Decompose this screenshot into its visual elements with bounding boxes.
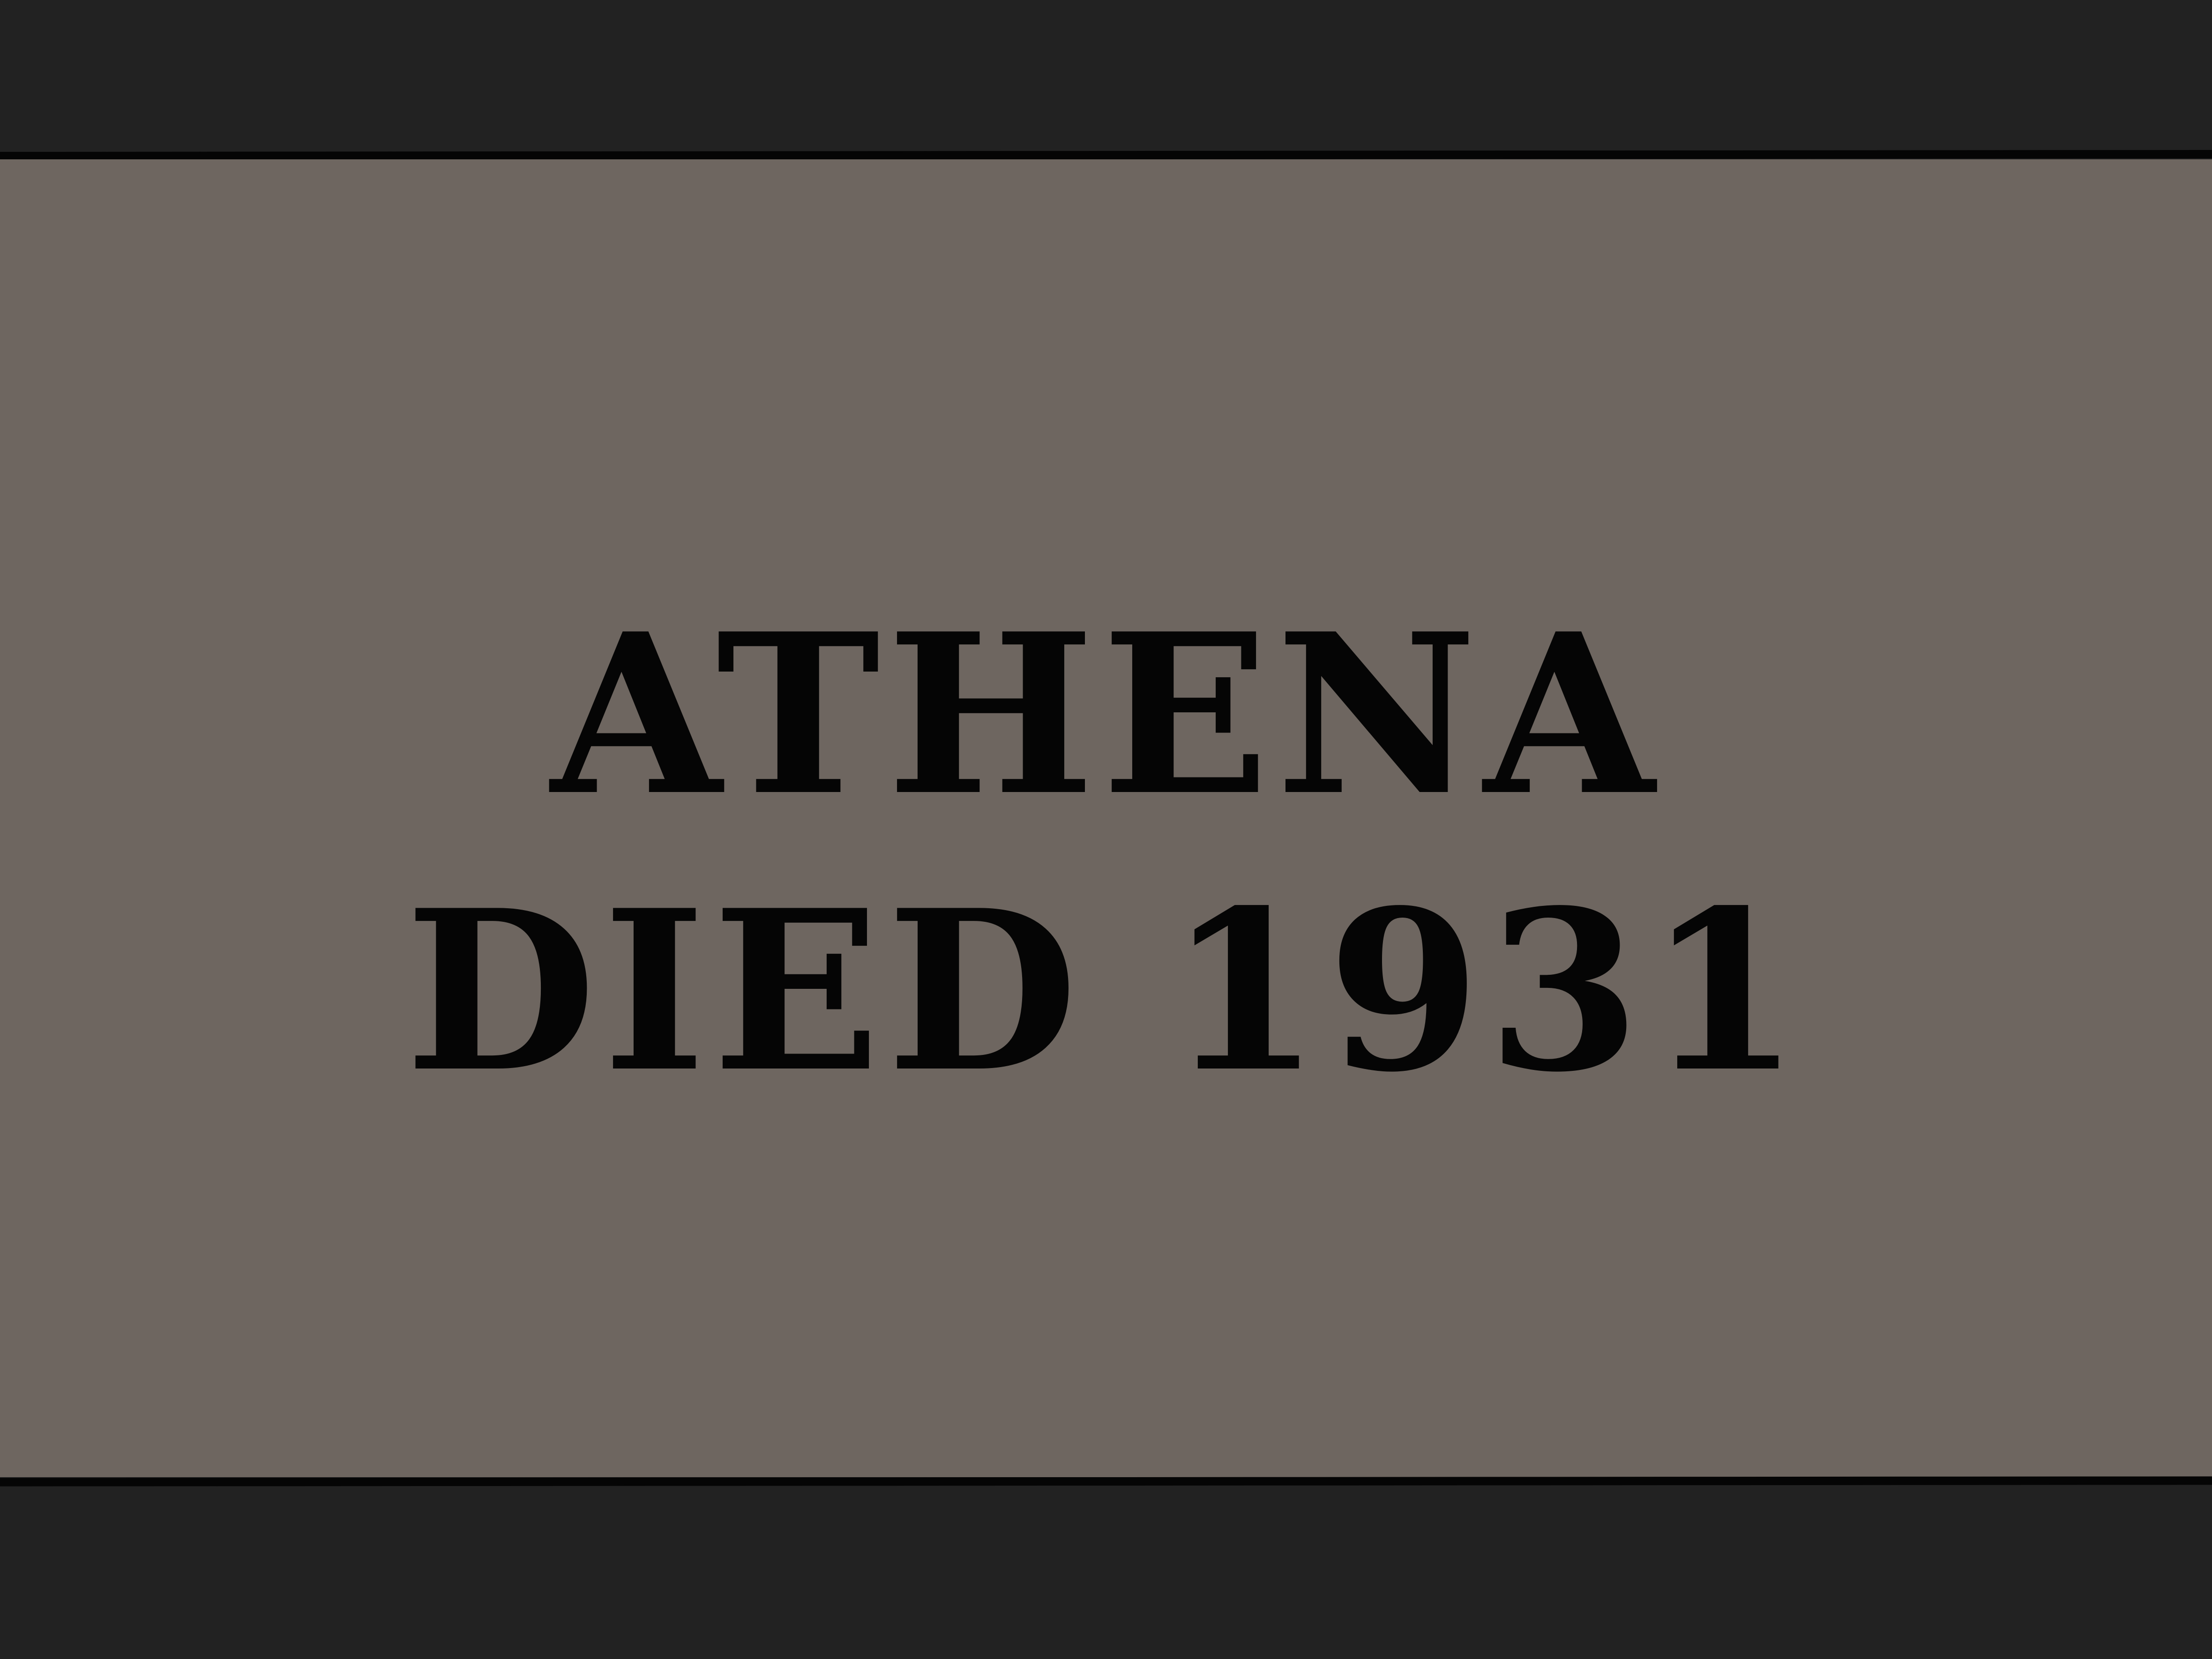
top-dark-band xyxy=(0,0,2212,152)
bottom-dark-band xyxy=(0,1488,2212,1659)
plaque-name: ATHENA xyxy=(551,585,1661,844)
plaque-bottom-edge xyxy=(0,1476,2212,1486)
plaque-inscription xyxy=(0,576,2212,1129)
plaque-death-year: DIED 1931 xyxy=(405,862,1807,1121)
plaque-top-edge xyxy=(0,150,2212,160)
